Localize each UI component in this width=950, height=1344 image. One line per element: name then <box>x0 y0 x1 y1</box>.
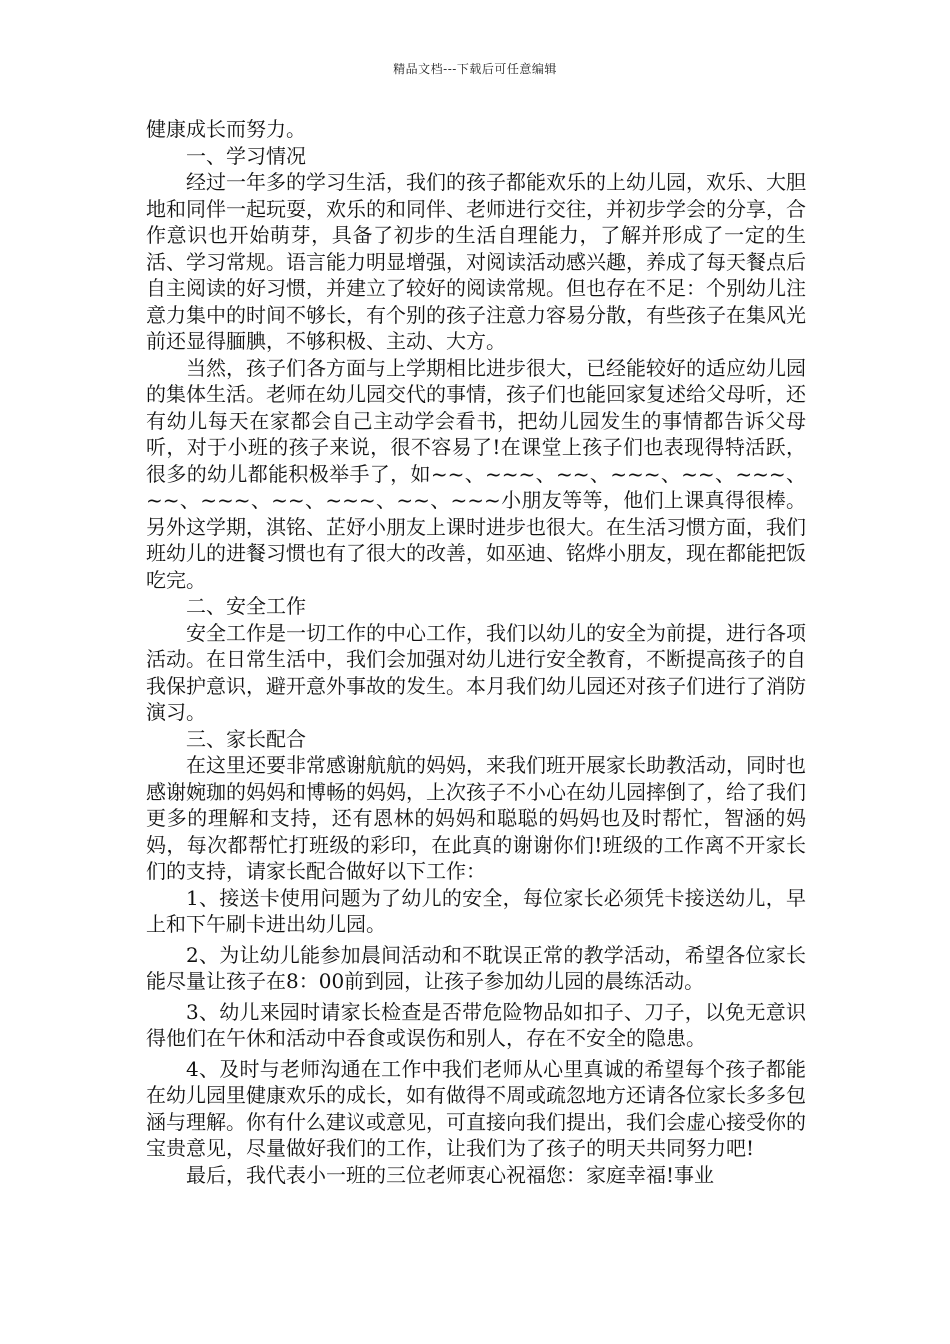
heading-parents: 三、家长配合 <box>186 726 306 751</box>
paragraph-progress: 当然，孩子们各方面与上学期相比进步很大，已经能较好的适应幼儿园的集体生活。老师在幼儿园交代的事情，孩子们也能回家复述给父母听，还有幼儿每天在家都会自己主动学会看书，把幼儿园发生的事情都告诉父母听，对于小班的孩子来说，很不容易了!在课堂上孩子们也表现得特活跃，很多的幼儿都能积极举手了，如~~、~~~、~~、~~~、~~、~~~、~~、~~~、~~、~~~、~~、~~~小朋友等等，他们上课真得很棒。另外这学期，淇铭、芷妤小朋友上课时进步也很大。在生活习惯方面，我们班幼儿的进餐习惯也有了很大的改善，如巫迪、铭烨小朋友，现在都能把饭吃完。 <box>146 355 806 592</box>
list-item-1: 1、接送卡使用问题为了幼儿的安全，每位家长必须凭卡接送幼儿，早上和下午刷卡进出幼儿园。 <box>146 885 806 936</box>
list-item-2: 2、为让幼儿能参加晨间活动和不耽误正常的教学活动，希望各位家长能尽量让孩子在8：00前到园，让孩子参加幼儿园的晨练活动。 <box>146 942 806 993</box>
heading-learning: 一、学习情况 <box>186 143 306 168</box>
list-item-3: 3、幼儿来园时请家长检查是否带危险物品如扣子、刀子，以免无意识得他们在午休和活动中吞食或误伤和别人，存在不安全的隐患。 <box>146 999 806 1050</box>
paragraph-parents: 在这里还要非常感谢航航的妈妈，来我们班开展家长助教活动，同时也感谢婉珈的妈妈和博畅的妈妈，上次孩子不小心在幼儿园摔倒了，给了我们更多的理解和支持，还有恩林的妈妈和聪聪的妈妈也及时帮忙，智涵的妈妈，每次都帮忙打班级的彩印，在此真的谢谢你们!班级的工作离不开家长们的支持，请家长配合做好以下工作： <box>146 753 806 883</box>
document-body <box>146 116 806 1188</box>
paragraph-safety: 安全工作是一切工作的中心工作，我们以幼儿的安全为前提，进行各项活动。在日常生活中，我们会加强对幼儿进行安全教育，不断提高孩子的自我保护意识，避开意外事故的发生。本月我们幼儿园还对孩子们进行了消防演习。 <box>146 620 806 724</box>
list-item-4: 4、及时与老师沟通在工作中我们老师从心里真诚的希望每个孩子都能在幼儿园里健康欢乐的成长，如有做得不周或疏忽地方还请各位家长多多包涵与理解。你有什么建议或意见，可直接向我们提出，我们会虚心接受你的宝贵意见，尽量做好我们的工作，让我们为了孩子的明天共同努力吧! <box>146 1056 806 1160</box>
paragraph-learning: 经过一年多的学习生活，我们的孩子都能欢乐的上幼儿园，欢乐、大胆地和同伴一起玩耍，欢乐的和同伴、老师进行交往，并初步学会的分享，合作意识也开始萌芽，具备了初步的生活自理能力，了解并形成了一定的生活、学习常规。语言能力明显增强，对阅读活动感兴趣，养成了每天餐点后自主阅读的好习惯，并建立了较好的阅读常规。但也存在不足：个别幼儿注意力集中的时间不够长，有个别的孩子注意力容易分散，有些孩子在集风光前还显得腼腆，不够积极、主动、大方。 <box>146 170 806 353</box>
page-header: 精品文档---下载后可任意编辑 <box>393 62 557 76</box>
paragraph-closing: 最后，我代表小一班的三位老师衷心祝福您：家庭幸福!事业 <box>186 1162 715 1187</box>
paragraph-intro-end: 健康成长而努力。 <box>146 117 306 141</box>
heading-safety: 二、安全工作 <box>186 594 306 618</box>
